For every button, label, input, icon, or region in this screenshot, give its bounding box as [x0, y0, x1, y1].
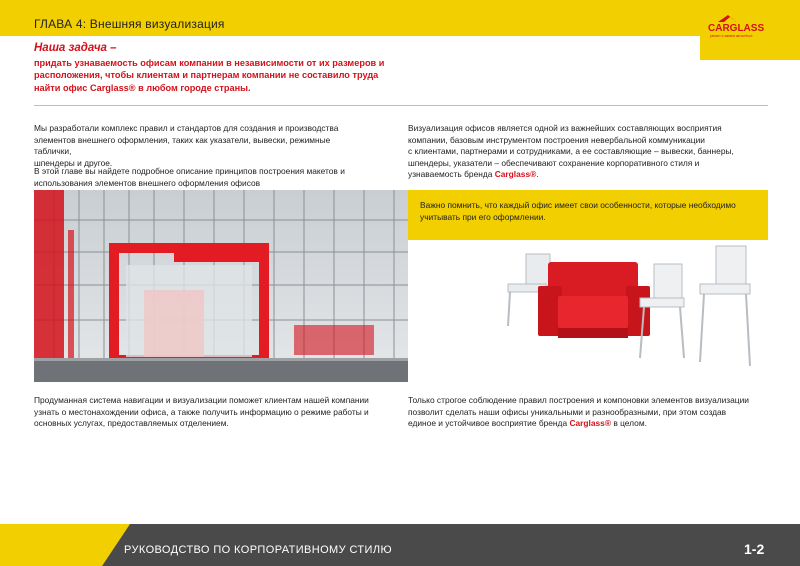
task-title: Наша задача – — [34, 42, 117, 54]
svg-text:CARGLASS: CARGLASS — [708, 23, 765, 34]
footer-title: РУКОВОДСТВО ПО КОРПОРАТИВНОМУ СТИЛЮ — [124, 544, 392, 556]
right-paragraph-2: Только строгое соблюдение правил построения и компоновки элементов визуализации позволит сделать наши офисы уникальными и разнообразными, при этом создав единое и устойчивое восприятие бренда Carglass® в целом. — [408, 395, 749, 429]
left-paragraph-2: В этой главе вы найдете подробное описание принципов построения макетов и использования элементов внешнего оформления офисов — [34, 166, 345, 188]
left-paragraph-1: Мы разработали комплекс правил и стандартов для создания и производства элементов внешнего оформления, таких как указатели, вывески, режимные таблички, шпендеры и другое. — [34, 123, 339, 168]
reception-chairs-image — [408, 240, 768, 382]
office-facade-image — [34, 190, 408, 382]
svg-text:ремонт и замена автостёкол: ремонт и замена автостёкол — [710, 34, 753, 38]
right-paragraph-1: Визуализация офисов является одной из важнейших составляющих восприятия компании, базовым инструментом построения невербальной коммуникации с клиентами, партнерами и сотрудниками, а ее составляющие – вывески, баннеры, шпендеры, указатели – обеспечивают сохранение корпоративного стиля и узнаваемость бренда Carglass®. — [408, 123, 734, 180]
page-number: 1-2 — [744, 541, 765, 557]
left-paragraph-3: Продуманная система навигации и визуализации поможет клиентам нашей компании узнать о местонахождении офиса, а также получить информацию о режиме работы и основных услугах, предоставляемых отделением. — [34, 395, 369, 429]
note-text: Важно помнить, что каждый офис имеет свои особенности, которые необходимо учитывать при его оформлении. — [420, 200, 736, 222]
divider — [34, 105, 768, 106]
carglass-logo — [706, 12, 772, 38]
chapter-title: ГЛАВА 4: Внешняя визуализация — [34, 17, 225, 31]
footer-band — [0, 524, 800, 566]
task-text: придать узнаваемость офисам компании в независимости от их размеров и расположения, чтобы клиентам и партнерам компании не составило труда найти офис Carglass® в любом городе страны. — [34, 58, 385, 93]
